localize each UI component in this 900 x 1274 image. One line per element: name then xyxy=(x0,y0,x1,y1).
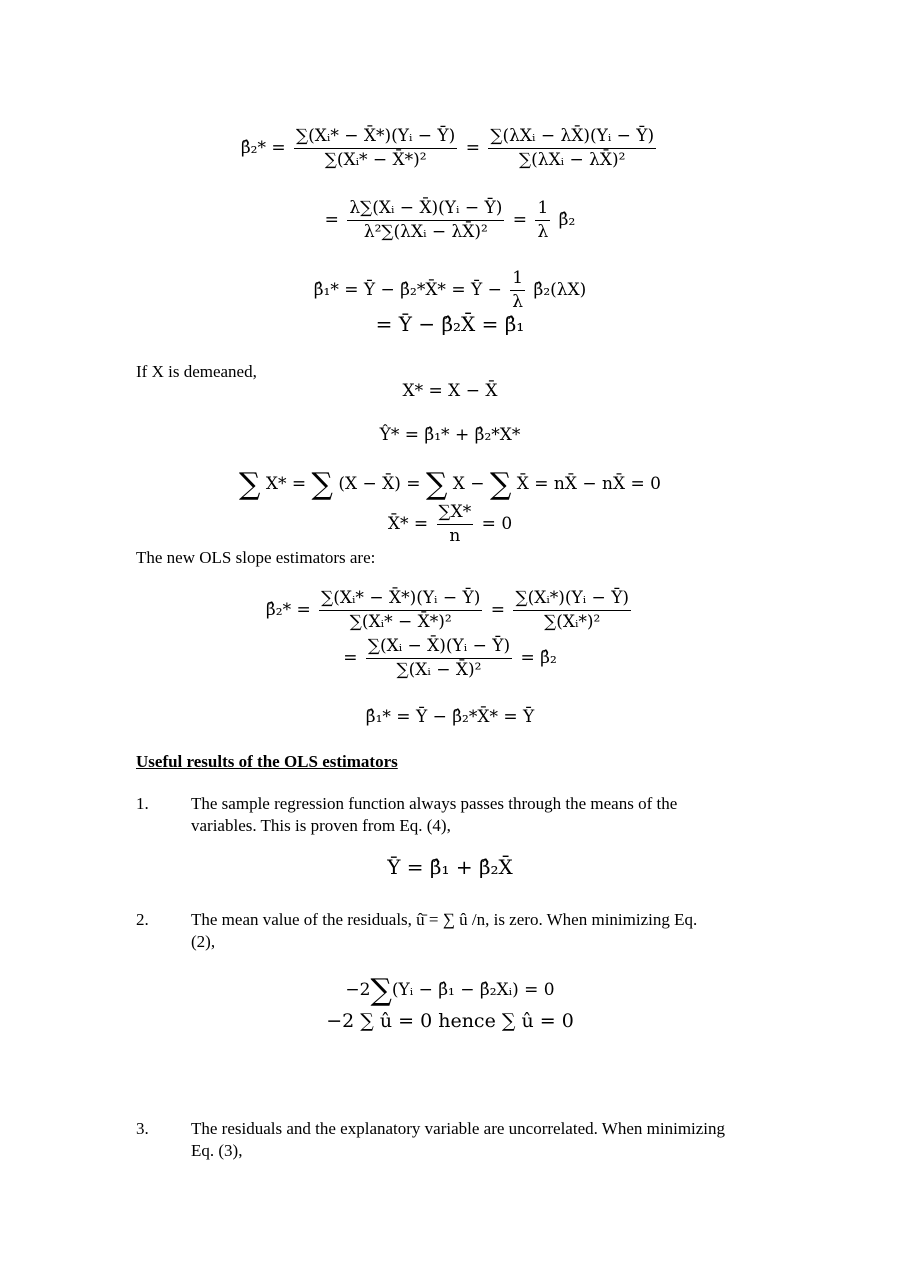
denominator: ∑(Xᵢ* − X̄*)² xyxy=(324,150,427,170)
list-item-text-line: Eq. (3), xyxy=(191,1141,243,1160)
numerator: 1 xyxy=(510,270,525,291)
eq-tail: β̂₂(λX) xyxy=(533,280,587,300)
numerator: λ∑(Xᵢ − X̄)(Yᵢ − Ȳ) xyxy=(347,200,504,221)
equation-residual-foc xyxy=(0,973,900,1008)
sum-symbol: ∑ xyxy=(370,973,392,1008)
eq-body: β̂₁* = Ȳ − β̂₂*X̄* = Ȳ xyxy=(365,707,535,727)
eq-body: Ȳ = β̂₁ + β̂₂X̄ xyxy=(387,855,513,879)
denominator: λ xyxy=(537,222,549,242)
fraction xyxy=(510,270,525,311)
fraction xyxy=(535,200,550,241)
fraction xyxy=(319,590,482,631)
equation-beta1-star-scaled xyxy=(0,270,900,311)
sum-symbol: ∑ xyxy=(425,467,448,502)
equation-beta2-star-scaled xyxy=(0,128,900,169)
equation-new-beta2-result xyxy=(0,638,900,679)
numerator: 1 xyxy=(535,200,550,221)
fraction xyxy=(488,128,656,169)
equals-sign: = xyxy=(490,600,506,620)
numerator: ∑(Xᵢ* − X̄*)(Yᵢ − Ȳ) xyxy=(294,128,457,149)
fraction xyxy=(366,638,512,679)
equation-xstar-def xyxy=(0,383,900,400)
fraction xyxy=(437,504,474,545)
list-item-number: 1. xyxy=(136,794,149,813)
eq-part: X* = xyxy=(265,474,307,494)
eq-part: (X − X̄) = xyxy=(338,474,421,494)
denominator: λ²∑(λXᵢ − λX̄)² xyxy=(363,222,488,242)
eq-lhs: β̂₁* = Ȳ − β̂₂*X̄* = Ȳ − xyxy=(313,280,502,300)
denominator: λ xyxy=(512,292,524,312)
list-item-number: 2. xyxy=(136,910,149,929)
equation-beta2-lambda xyxy=(0,200,900,241)
equals-sign: = xyxy=(465,138,480,158)
equation-new-beta2-star xyxy=(0,590,900,631)
eq-body: Ŷ* = β̂₁* + β̂₂*X* xyxy=(379,425,521,445)
equation-yhat-star xyxy=(0,427,900,444)
equation-srf-through-means xyxy=(0,857,900,877)
eq-part: X − xyxy=(452,474,485,494)
eq-rhs: = 0 xyxy=(481,514,513,534)
equals-sign: = xyxy=(512,210,528,230)
demeaned-intro: If X is demeaned, xyxy=(136,362,257,381)
eq-tail: β̂₂ xyxy=(558,210,576,230)
useful-results-heading: Useful results of the OLS estimators xyxy=(136,752,398,771)
equation-xbar-star xyxy=(0,504,900,545)
sum-symbol: ∑ xyxy=(239,467,261,502)
numerator: ∑X* xyxy=(437,504,474,525)
eq-part: (Yᵢ − β̂₁ − β̂₂Xᵢ) = 0 xyxy=(391,980,555,1000)
sum-symbol: ∑ xyxy=(489,467,512,502)
fraction xyxy=(294,128,457,169)
denominator: n xyxy=(449,526,461,546)
denominator: ∑(Xᵢ*)² xyxy=(544,612,601,632)
list-item-text-line: variables. This is proven from Eq. (4), xyxy=(191,816,451,835)
list-item-text-line: (2), xyxy=(191,932,216,951)
fraction xyxy=(347,200,504,241)
equation-beta1-result xyxy=(0,314,900,334)
list-item-text-line: The residuals and the explanatory variable are uncorrelated. When minimizing xyxy=(191,1119,726,1138)
equation-new-beta1-star xyxy=(0,709,900,726)
eq-body: = Ȳ − β̂₂X̄ = β̂₁ xyxy=(375,312,525,336)
numerator: ∑(Xᵢ − X̄)(Yᵢ − Ȳ) xyxy=(366,638,512,659)
equals-sign: = xyxy=(324,210,339,230)
equation-residual-sum-zero xyxy=(0,1012,900,1031)
new-ols-intro: The new OLS slope estimators are: xyxy=(136,548,376,567)
denominator: ∑(Xᵢ* − X̄*)² xyxy=(349,612,452,632)
eq-lhs: β̂₂* = xyxy=(265,600,311,620)
list-item-number: 3. xyxy=(136,1119,149,1138)
equals-sign: = xyxy=(343,648,358,668)
equation-sum-xstar xyxy=(0,467,900,502)
numerator: ∑(Xᵢ*)(Yᵢ − Ȳ) xyxy=(513,590,631,611)
denominator: ∑(Xᵢ − X̄)² xyxy=(396,660,482,680)
numerator: ∑(λXᵢ − λX̄)(Yᵢ − Ȳ) xyxy=(488,128,656,149)
eq-body: X* = X − X̄ xyxy=(402,381,498,401)
eq-rhs: = β̂₂ xyxy=(520,648,557,668)
numerator: ∑(Xᵢ* − X̄*)(Yᵢ − Ȳ) xyxy=(319,590,482,611)
fraction xyxy=(513,590,631,631)
denominator: ∑(λXᵢ − λX̄)² xyxy=(519,150,626,170)
eq-part: X̄ = nX̄ − nX̄ = 0 xyxy=(516,474,661,494)
eq-lhs: X̄* = xyxy=(387,514,429,534)
list-item-text-line: The sample regression function always passes through the means of the xyxy=(191,794,678,813)
eq-part: −2 xyxy=(345,980,371,1000)
eq-body: −2 ∑ û = 0 hence ∑ û = 0 xyxy=(326,1010,574,1032)
list-item-text-line: The mean value of the residuals, û̄ = ∑ û /n, is zero. When minimizing Eq. xyxy=(191,910,698,929)
eq-lhs: β̂₂* = xyxy=(240,138,286,158)
sum-symbol: ∑ xyxy=(311,467,333,502)
